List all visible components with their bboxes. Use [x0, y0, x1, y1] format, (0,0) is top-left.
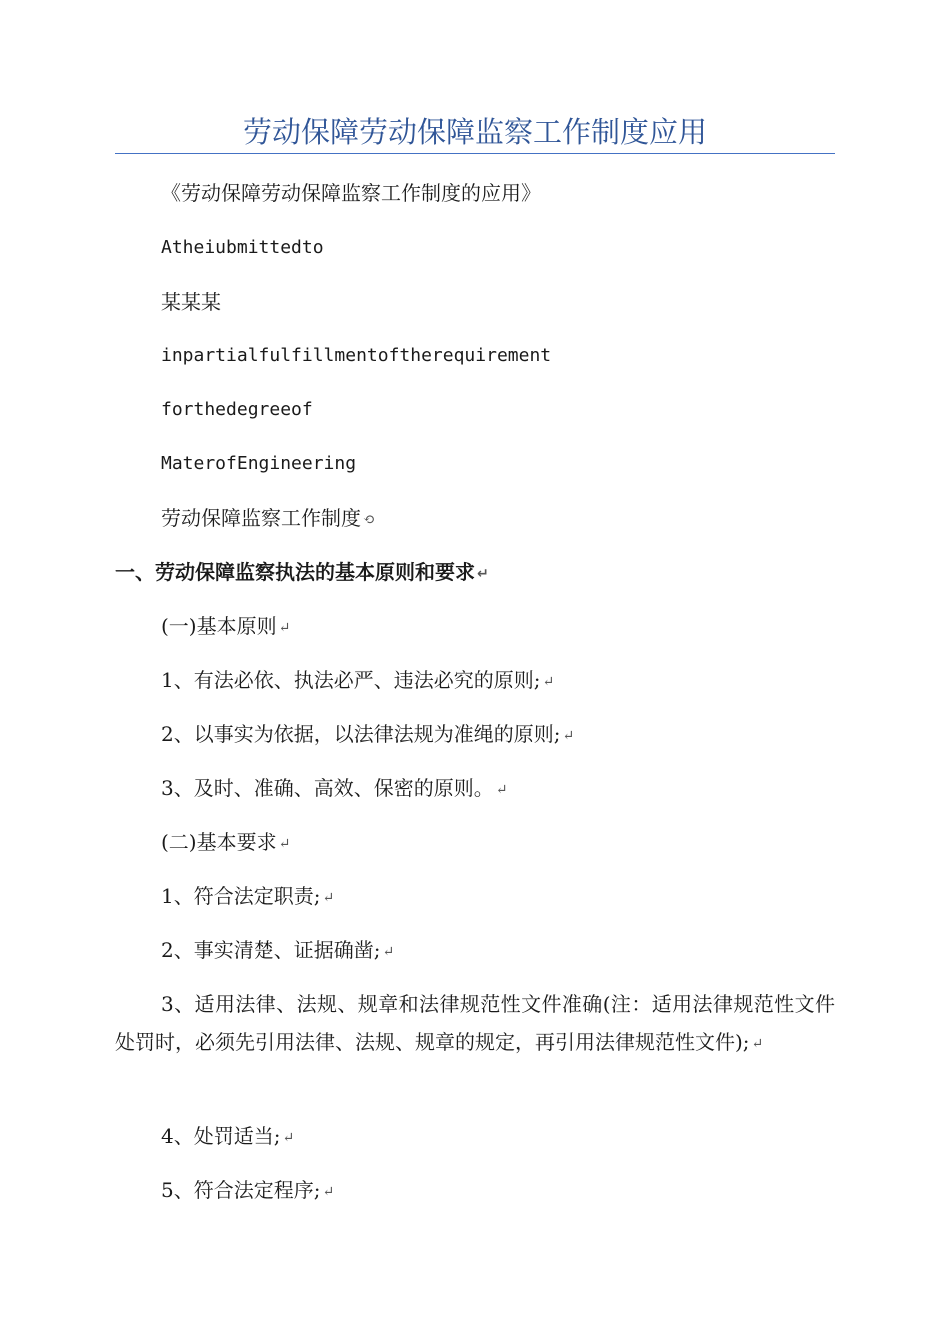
section-heading-1 — [115, 557, 489, 589]
principle-item-3 — [161, 773, 507, 805]
author-line — [161, 287, 221, 317]
section-heading-1-text: 一、劳动保障监察执法的基本原则和要求 — [115, 560, 475, 584]
principle-item-1-text: 1、有法必依、执法必严、违法必究的原则; — [161, 668, 541, 692]
book-title-line — [161, 178, 541, 208]
english-line-1-text: Atheiubmittedto — [161, 237, 324, 258]
page-title: 劳动保障劳动保障监察工作制度应用 — [242, 115, 707, 149]
english-line-2 — [161, 341, 551, 371]
principle-item-2 — [161, 719, 574, 751]
paragraph-mark-icon: ↵ — [282, 1129, 295, 1146]
subject-text: 劳动保障监察工作制度 — [161, 506, 361, 530]
author-text: 某某某 — [161, 290, 221, 314]
principle-item-1 — [161, 665, 554, 697]
subject-line — [161, 503, 375, 535]
subheading-requirements — [161, 827, 290, 859]
english-line-1 — [161, 233, 324, 263]
subheading-principles — [161, 611, 290, 643]
english-line-2-text: inpartialfulfillmentoftherequirement — [161, 345, 552, 366]
paragraph-mark-icon: ↵ — [477, 565, 489, 582]
requirement-item-5 — [161, 1175, 334, 1207]
paragraph-mark-icon: ↵ — [278, 619, 291, 636]
english-line-4 — [161, 449, 356, 479]
requirement-item-2-text: 2、事实清楚、证据确凿; — [161, 938, 381, 962]
paragraph-mark-icon: ↵ — [278, 835, 291, 852]
paragraph-mark-icon: ↵ — [751, 1035, 764, 1052]
requirement-item-3 — [115, 985, 835, 1063]
requirement-item-3-text: 3、适用法律、法规、规章和法律规范性文件准确(注：适用法律规范性文件处罚时，必须先引用法律、法规、规章的规定，再引用法律规范性文件); — [115, 992, 835, 1054]
paragraph-mark-icon: ↵ — [382, 943, 395, 960]
english-line-3 — [161, 395, 313, 425]
principle-item-2-text: 2、以事实为依据，以法律法规为准绳的原则; — [161, 722, 561, 746]
paragraph-mark-icon: ↵ — [562, 727, 575, 744]
requirement-item-4 — [161, 1121, 294, 1153]
title-rule — [115, 153, 835, 154]
requirement-item-4-text: 4、处罚适当; — [161, 1124, 281, 1148]
paragraph-mark-icon: ↵ — [495, 781, 508, 798]
requirement-item-2 — [161, 935, 394, 967]
subheading-principles-text: (一)基本原则 — [161, 614, 277, 638]
requirement-item-5-text: 5、符合法定程序; — [161, 1178, 321, 1202]
requirement-item-1 — [161, 881, 334, 913]
paragraph-mark-icon: ↵ — [542, 673, 555, 690]
english-line-4-text: MaterofEngineering — [161, 453, 357, 474]
book-title-text: 《劳动保障劳动保障监察工作制度的应用》 — [161, 181, 541, 205]
paragraph-mark-icon: ↵ — [322, 1183, 335, 1200]
link-mark-icon: ⟲ — [363, 511, 375, 528]
principle-item-3-text: 3、及时、准确、高效、保密的原则。 — [161, 776, 494, 800]
subheading-requirements-text: (二)基本要求 — [161, 830, 277, 854]
requirement-item-1-text: 1、符合法定职责; — [161, 884, 321, 908]
paragraph-mark-icon: ↵ — [322, 889, 335, 906]
english-line-3-text: forthedegreeof — [161, 399, 313, 420]
